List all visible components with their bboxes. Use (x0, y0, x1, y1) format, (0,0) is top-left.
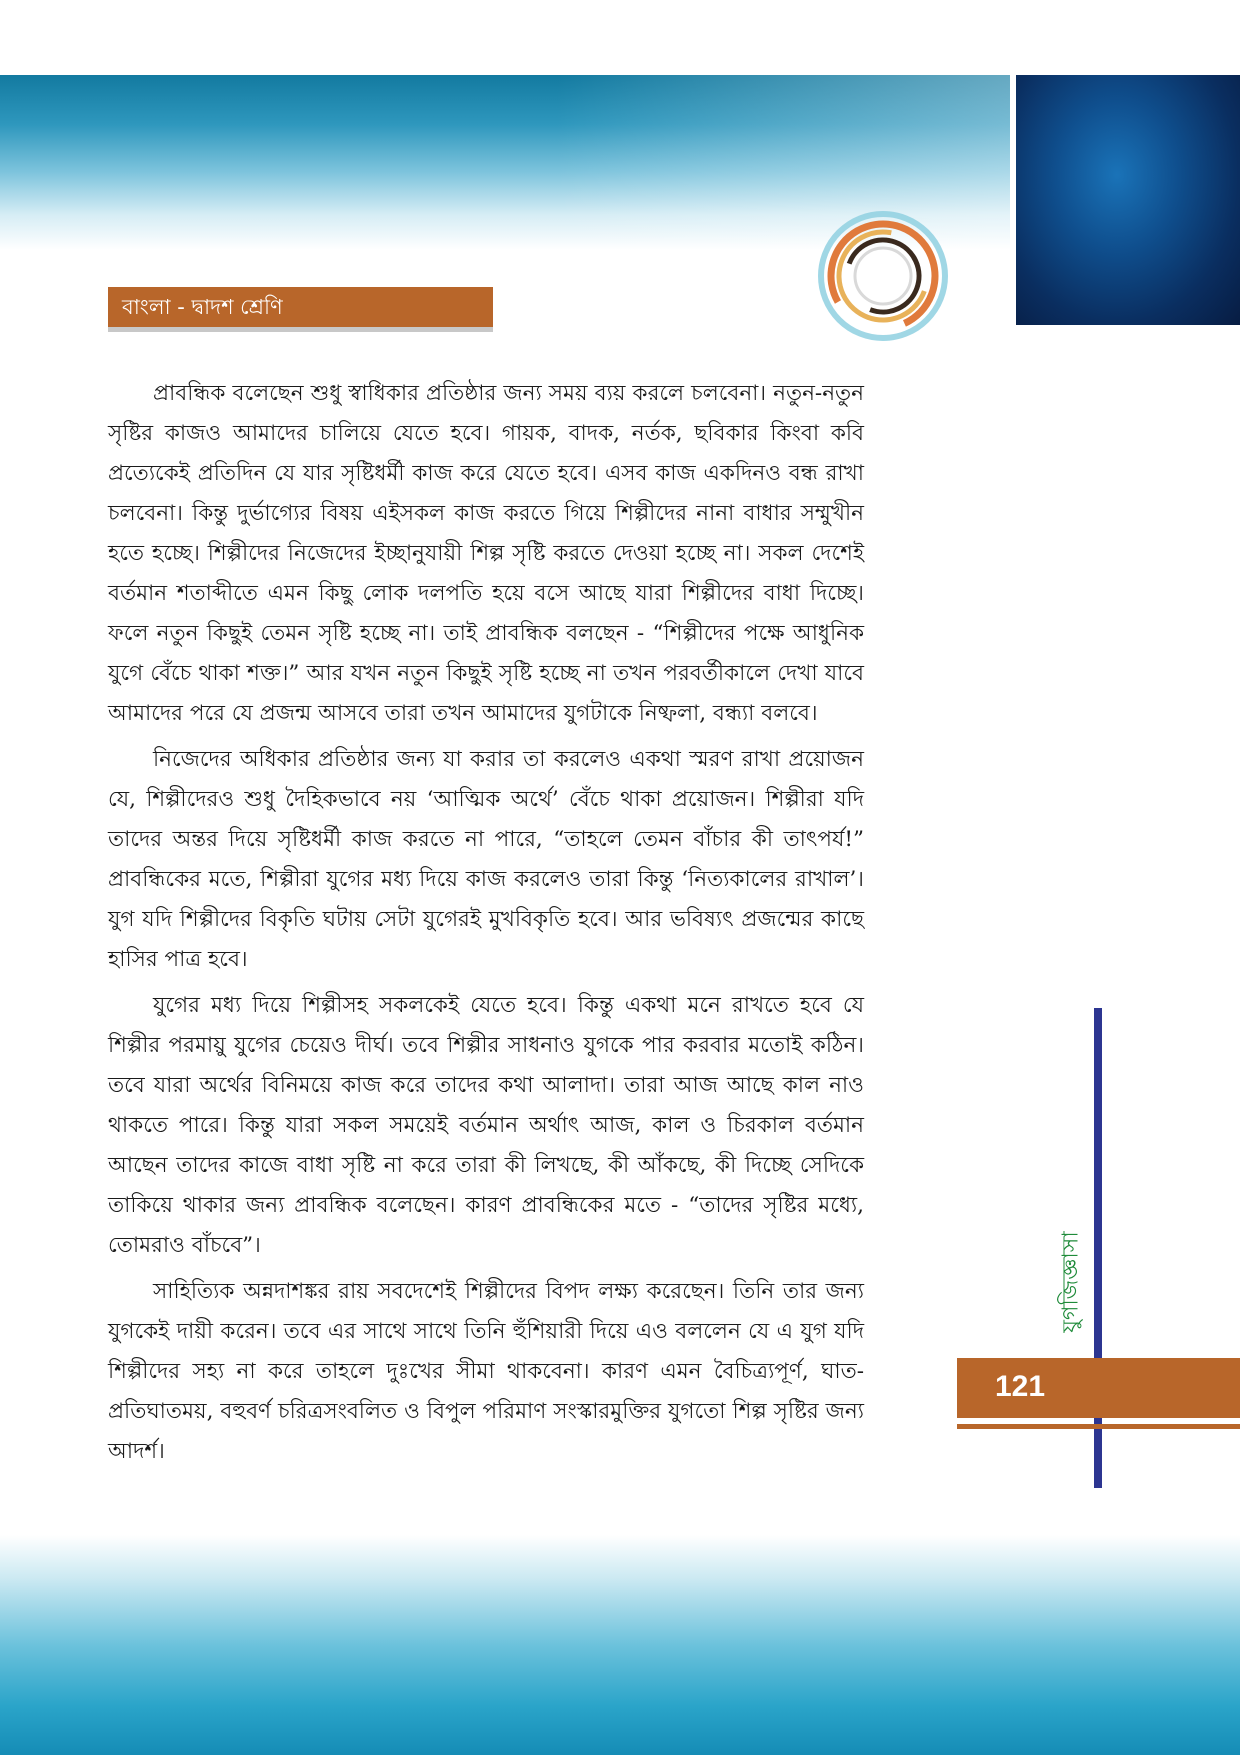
top-right-decorative-square (1016, 75, 1240, 325)
page-number-underline (957, 1424, 1240, 1429)
chapter-title-vertical (1052, 1212, 1092, 1352)
concentric-rings-icon (812, 205, 954, 347)
paragraph: নিজেদের অধিকার প্রতিষ্ঠার জন্য যা করার তা করলেও একথা স্মরণ রাখা প্রয়োজন যে, শিল্পীদেরও শুধু দৈহিকভাবে নয় ‘আত্মিক অর্থে’ বেঁচে থাকা প্রয়োজন। শিল্পীরা যদি তাদের অন্তর দিয়ে সৃষ্টিধর্মী কাজ করতে না পারে, “তাহলে তেমন বাঁচার কী তাৎপর্য!” প্রাবন্ধিকের মতে, শিল্পীরা যুগের মধ্য দিয়ে কাজ করলেও তারা কিন্তু ‘নিত্যকালের রাখাল’। যুগ যদি শিল্পীদের বিকৃতি ঘটায় সেটা যুগেরই মুখবিকৃতি হবে। আর ভবিষ্যৎ প্রজন্মের কাছে হাসির পাত্র হবে। (108, 747, 864, 972)
page-number: 121 (995, 1370, 1046, 1403)
bottom-gradient-band (0, 1535, 1240, 1755)
body-text (108, 374, 864, 1478)
paragraph: সাহিত্যিক অন্নদাশঙ্কর রায় সবদেশেই শিল্পীদের বিপদ লক্ষ্য করেছেন। তিনি তার জন্য যুগকেই দায়ী করেন। তবে এর সাথে সাথে তিনি হুঁশিয়ারী দিয়ে এও বললেন যে এ যুগ যদি শিল্পীদের সহ্য না করে তাহলে দুঃখের সীমা থাকবেনা। কারণ এমন বৈচিত্র্যপূর্ণ, ঘাত-প্রতিঘাতময়, বহুবর্ণ চরিত্রসংবলিত ও বিপুল পরিমাণ সংস্কারমুক্তির যুগতো শিল্প সৃষ্টির জন্য আদর্শ। (108, 1279, 864, 1464)
paragraph: প্রাবন্ধিক বলেছেন শুধু স্বাধিকার প্রতিষ্ঠার জন্য সময় ব্যয় করলে চলবেনা। নতুন-নতুন সৃষ্টির কাজও আমাদের চালিয়ে যেতে হবে। গায়ক, বাদক, নর্তক, ছবিকার কিংবা কবি প্রত্যেকেই প্রতিদিন যে যার সৃষ্টিধর্মী কাজ করে যেতে হবে। এসব কাজ একদিনও বন্ধ রাখা চলবেনা। কিন্তু দুর্ভাগ্যের বিষয় এইসকল কাজ করতে গিয়ে শিল্পীদের নানা বাধার সম্মুখীন হতে হচ্ছে। শিল্পীদের নিজেদের ইচ্ছানুযায়ী শিল্প সৃষ্টি করতে দেওয়া হচ্ছে না। সকল দেশেই বর্তমান শতাব্দীতে এমন কিছু লোক দলপতি হয়ে বসে আছে যারা শিল্পীদের বাধা দিচ্ছে। ফলে নতুন কিছুই তেমন সৃষ্টি হচ্ছে না। তাই প্রাবন্ধিক বলছেন - “শিল্পীদের পক্ষে আধুনিক যুগে বেঁচে থাকা শক্ত।” আর যখন নতুন কিছুই সৃষ্টি হচ্ছে না তখন পরবর্তীকালে দেখা যাবে আমাদের পরে যে প্রজন্ম আসবে তারা তখন আমাদের যুগটাকে নিষ্ফলা, বন্ধ্যা বলবে। (108, 381, 864, 726)
page-number-box (957, 1358, 1240, 1418)
book-header-text: বাংলা - দ্বাদশ শ্রেণি (122, 295, 283, 319)
chapter-title-text: যুগজিজ্ঞাসা (1058, 1231, 1084, 1333)
book-header-label (108, 287, 493, 327)
paragraph: যুগের মধ্য দিয়ে শিল্পীসহ সকলকেই যেতে হবে। কিন্তু একথা মনে রাখতে হবে যে শিল্পীর পরমায়ু যুগের চেয়েও দীর্ঘ। তবে শিল্পীর সাধনাও যুগকে পার করবার মতোই কঠিন। তবে যারা অর্থের বিনিময়ে কাজ করে তাদের কথা আলাদা। তারা আজ আছে কাল নাও থাকতে পারে। কিন্তু যারা সকল সময়েই বর্তমান অর্থাৎ আজ, কাল ও চিরকাল বর্তমান আছেন তাদের কাজে বাধা সৃষ্টি না করে তারা কী লিখছে, কী আঁকছে, কী দিচ্ছে সেদিকে তাকিয়ে থাকার জন্য প্রাবন্ধিক বলেছেন। কারণ প্রাবন্ধিকের মতে - “তাদের সৃষ্টির মধ্যে, তোমরাও বাঁচবে”। (108, 993, 864, 1258)
